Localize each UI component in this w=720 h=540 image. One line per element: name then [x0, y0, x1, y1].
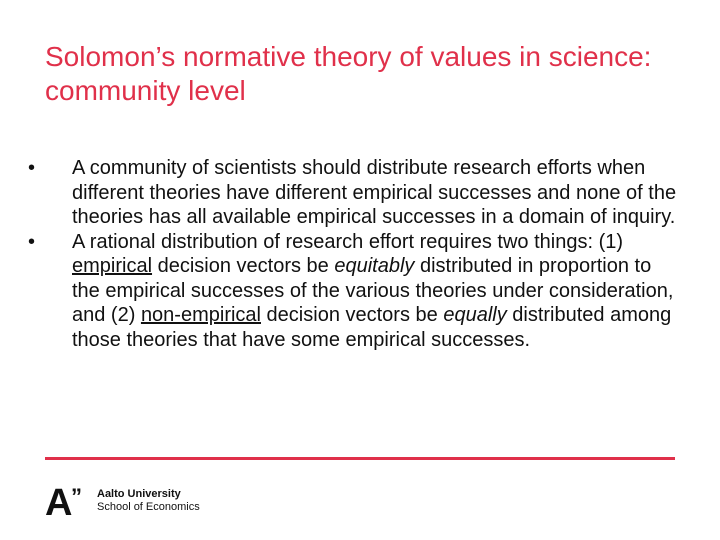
bullet-text: A rational distribution of research effort requires two things: (1)	[72, 230, 624, 253]
logo-text	[97, 488, 200, 514]
bullet-text: decision vectors be	[261, 304, 444, 326]
emphasis-underline-empirical: empirical	[72, 255, 153, 277]
slide-title: Solomon’s normative theory of values in science: community level	[45, 41, 652, 106]
bullet-text: distributed among those theories that have some empirical successes.	[72, 304, 672, 351]
bullet-marker: •	[28, 230, 36, 253]
logo-school-name: School of Economics	[97, 501, 200, 513]
bullet-marker: •	[28, 157, 36, 179]
bullet-item	[28, 230, 678, 353]
logo-quote-mark: ”	[71, 484, 82, 509]
emphasis-italic-equitably: equitably	[334, 255, 415, 277]
bullet-text: decision vectors be	[152, 255, 335, 277]
footer-divider	[45, 457, 675, 460]
logo-letter: A	[45, 484, 73, 518]
logo-university-name: Aalto University	[97, 488, 181, 500]
bullet-text: distributed in proportion to the empirical successes of the various theories under consideration, and (2)	[72, 255, 674, 326]
emphasis-italic-equally: equally	[443, 304, 507, 326]
aalto-a-mark-icon	[45, 484, 91, 518]
bullet-list	[28, 156, 678, 352]
emphasis-underline-non-empirical: non-empirical	[140, 304, 261, 326]
bullet-item	[28, 156, 678, 230]
bullet-text: A community of scientists should distribute research efforts when different theories have different empirical successes and none of the theories has all available empirical successes in a domain of inquiry.	[72, 157, 677, 228]
aalto-logo	[45, 484, 200, 518]
